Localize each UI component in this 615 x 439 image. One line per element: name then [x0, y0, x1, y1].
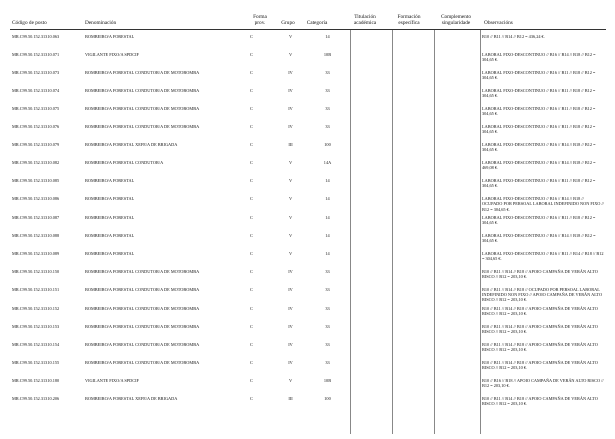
cell-formacion [392, 121, 434, 139]
cell-categoria: 33 [325, 124, 330, 129]
cell-observacions: LABORAL FIXO-DESCONTINUO // B16 // B11 // B14 // B18 // B12 = 304,65 €. [482, 250, 604, 262]
cell-formacion [392, 303, 434, 321]
cell-formacion [392, 193, 434, 212]
cell-grupo: V [288, 232, 293, 238]
cell-denominacion: VIGILANTE FIXO/A SPDCIF [85, 52, 139, 57]
cell-forma: C [250, 196, 253, 201]
cell-observacions: LABORAL FIXO-DESCONTINUO // B16 // B11 // B18 // B12 = 304,65 €. [482, 70, 596, 81]
cell-codigo: MR.C99.50.152.31310.076 [12, 124, 60, 129]
header-codigo: Código de posto [12, 20, 47, 26]
postos-table [10, 31, 606, 411]
cell-categoria: 33 [325, 70, 330, 75]
cell-observacions: B10 // B16 // B18 // APOIO CAMPAÑA DE VERÁN ALTO RISCO // B12 = 203,10 €. [482, 377, 604, 389]
cell-observacions: B10 // B11 // B14 // B18 // APOIO CAMPAÑA DE VERÁN ALTO RISCO // B12 = 203,10 €. [482, 323, 598, 335]
cell-denominacion: BOMBEIRO/A FORESTAL CONDUTOR/A DE MOTOBOMBA [85, 359, 200, 365]
header-titulacion: Titulación académica [353, 14, 377, 26]
cell-titulacion [350, 85, 392, 103]
cell-forma: C [250, 34, 253, 39]
cell-complemento [434, 139, 480, 157]
cell-categoria: 33 [325, 341, 330, 347]
cell-codigo: MR.C99.50.152.31310.071 [12, 52, 60, 57]
cell-complemento [434, 339, 480, 357]
cell-formacion [392, 139, 434, 157]
cell-forma: C [250, 323, 253, 329]
cell-denominacion: BOMBEIRO/A FORESTAL CONDUTOR/A DE MOTOBOMBA [85, 305, 200, 311]
cell-complemento [434, 393, 480, 411]
cell-observacions: LABORAL FIXO-DESCONTINUO // B16 // B11 // B18 // B12 = 304,65 €. [482, 214, 596, 226]
cell-denominacion: BOMBEIRO/A FORESTAL [85, 250, 135, 256]
header-complemento: Complemento singularidade [440, 14, 471, 26]
cell-categoria: 33 [325, 323, 330, 329]
cell-titulacion [350, 121, 392, 139]
cell-grupo: IV [288, 305, 293, 311]
cell-forma: C [250, 377, 253, 383]
cell-observacions: LABORAL FIXO-DESCONTINUO // B16 // B14 // B18 // B12 = 469,08 €. [482, 160, 596, 171]
cell-codigo: MR.C99.50.152.31310.085 [12, 178, 60, 183]
cell-grupo: III [288, 142, 293, 147]
cell-titulacion [350, 375, 392, 393]
cell-forma: C [250, 124, 253, 129]
cell-complemento [434, 175, 480, 193]
cell-complemento [434, 67, 480, 85]
cell-complemento [434, 49, 480, 67]
cell-denominacion: BOMBEIRO/A FORESTAL CONDUTOR/A [85, 160, 164, 165]
cell-forma: C [250, 359, 253, 365]
cell-categoria: 14 [325, 178, 330, 183]
cell-codigo: MR.C99.50.152.31310.089 [12, 250, 60, 256]
cell-forma: C [250, 214, 253, 220]
cell-complemento [434, 31, 480, 49]
cell-denominacion: BOMBEIRO/A FORESTAL XEFE/A DE BRIGADA [85, 142, 178, 147]
cell-denominacion: BOMBEIRO/A FORESTAL CONDUTOR/A DE MOTOBOMBA [85, 88, 200, 93]
table-row [10, 303, 606, 321]
cell-grupo: III [288, 395, 293, 401]
cell-complemento [434, 303, 480, 321]
cell-titulacion [350, 393, 392, 411]
cell-denominacion: VIGILANTE FIXO/A SPDCIF [85, 377, 139, 383]
cell-categoria: 14 [325, 34, 330, 39]
header-rule [10, 29, 606, 30]
cell-categoria: 33 [325, 305, 330, 311]
header-forma: Forma prov. [253, 14, 267, 26]
table-row [10, 393, 606, 411]
cell-categoria: 10B [323, 52, 332, 57]
cell-denominacion: BOMBEIRO/A FORESTAL [85, 178, 135, 183]
cell-codigo: MR.C99.50.152.31310.150 [12, 268, 60, 274]
cell-observacions: LABORAL FIXO-DESCONTINUO // B16 // B14 // B18 // B12 = 304,65 €. [482, 52, 596, 63]
cell-formacion [392, 85, 434, 103]
cell-observacions: LABORAL FIXO-DESCONTINUO // B16 // B14 // B18 // OCUPADO POR PERSOAL LABORAL INDEFINIDO NON FIXO // B12 = 304,65 €. [482, 196, 604, 212]
table-row [10, 49, 606, 67]
cell-titulacion [350, 175, 392, 193]
cell-formacion [392, 212, 434, 230]
cell-complemento [434, 321, 480, 339]
header-grupo: Grupo [281, 20, 295, 26]
cell-formacion [392, 103, 434, 121]
cell-forma: C [250, 232, 253, 238]
cell-forma: C [250, 142, 253, 147]
header-categoria: Categoría [306, 20, 328, 26]
cell-grupo: IV [288, 124, 293, 129]
table-row [10, 121, 606, 139]
cell-observacions: B10 // B11 // B14 // B18 // OCUPADO POR PERSOAL LABORAL INDEFINIDO NON FIXO // APOIO CAMPAÑA DE VERÁN ALTO RISCO // B12 = 203,10 €. [482, 286, 603, 303]
cell-codigo: MR.C99.50.152.31310.180 [12, 377, 60, 383]
cell-observacions: B10 // B11 // B14 // B18 // APOIO CAMPAÑA DE VERÁN ALTO RISCO // B12 = 203,10 €. [482, 359, 598, 371]
cell-forma: C [250, 268, 253, 274]
cell-complemento [434, 284, 480, 303]
cell-observacions: LABORAL FIXO-DESCONTINUO // B16 // B11 // B18 // B12 = 304,65 €. [482, 178, 596, 189]
cell-denominacion: BOMBEIRO/A FORESTAL CONDUTOR/A DE MOTOBOMBA [85, 286, 200, 292]
cell-titulacion [350, 357, 392, 375]
cell-forma: C [250, 395, 253, 401]
cell-categoria: 10B [323, 377, 332, 383]
cell-titulacion [350, 339, 392, 357]
table-row [10, 248, 606, 266]
cell-titulacion [350, 67, 392, 85]
cell-categoria: 14 [325, 232, 330, 238]
cell-codigo: MR.C99.50.152.31310.206 [12, 395, 60, 401]
cell-complemento [434, 357, 480, 375]
header-observacions: Observacións [484, 20, 513, 26]
cell-titulacion [350, 31, 392, 49]
cell-complemento [434, 248, 480, 266]
cell-codigo: MR.C99.50.152.31310.155 [12, 359, 60, 365]
cell-denominacion: BOMBEIRO/A FORESTAL [85, 214, 135, 220]
cell-categoria: 14 [325, 250, 330, 256]
cell-observacions: B10 // B11 // B14 // B18 // APOIO CAMPAÑA DE VERÁN ALTO RISCO // B12 = 203,10 €. [482, 395, 598, 407]
table-row [10, 31, 606, 49]
table-row [10, 139, 606, 157]
cell-grupo: IV [288, 70, 293, 75]
cell-formacion [392, 157, 434, 175]
cell-categoria: 33 [325, 268, 330, 274]
cell-codigo: MR.C99.50.152.31310.082 [12, 160, 60, 165]
cell-grupo: V [288, 377, 293, 383]
cell-observacions: B10 // B11 // B14 // B18 // APOIO CAMPAÑA DE VERÁN ALTO RISCO // B12 = 203,10 €. [482, 341, 598, 353]
cell-codigo: MR.C99.50.152.31310.152 [12, 305, 60, 311]
cell-titulacion [350, 49, 392, 67]
cell-grupo: V [288, 160, 293, 165]
cell-categoria: 33 [325, 286, 330, 292]
cell-titulacion [350, 157, 392, 175]
cell-complemento [434, 212, 480, 230]
header-formacion: Formación específica [397, 14, 421, 26]
cell-formacion [392, 284, 434, 303]
cell-codigo: MR.C99.50.152.31310.087 [12, 214, 60, 220]
cell-forma: C [250, 88, 253, 93]
table-row [10, 175, 606, 193]
cell-categoria: 14 [325, 214, 330, 220]
cell-formacion [392, 321, 434, 339]
cell-denominacion: BOMBEIRO/A FORESTAL CONDUTOR/A DE MOTOBOMBA [85, 323, 200, 329]
cell-observacions: B10 // B11 // B14 // B18 // APOIO CAMPAÑA DE VERÁN ALTO RISCO // B12 = 203,10 €. [482, 305, 598, 317]
cell-formacion [392, 375, 434, 393]
cell-denominacion: BOMBEIRO/A FORESTAL CONDUTOR/A DE MOTOBOMBA [85, 268, 200, 274]
table-row [10, 67, 606, 85]
cell-codigo: MR.C99.50.152.31310.154 [12, 341, 60, 347]
cell-observacions: LABORAL FIXO-DESCONTINUO // B16 // B14 // B18 // B12 = 304,65 €. [482, 142, 596, 153]
cell-grupo: IV [288, 341, 293, 347]
cell-categoria: 33 [325, 88, 330, 93]
cell-denominacion: BOMBEIRO/A FORESTAL CONDUTOR/A DE MOTOBOMBA [85, 70, 200, 75]
cell-categoria: 100 [324, 395, 331, 401]
cell-codigo: MR.C99.50.152.31310.086 [12, 196, 60, 201]
cell-observacions: B10 // B11 // B14 // B12 = 436,24 €. [482, 34, 545, 39]
table-row [10, 321, 606, 339]
table-row [10, 230, 606, 248]
table-row [10, 103, 606, 121]
cell-grupo: V [288, 34, 293, 39]
cell-forma: C [250, 160, 253, 165]
cell-codigo: MR.C99.50.152.31310.153 [12, 323, 60, 329]
cell-grupo: V [288, 178, 293, 183]
header-denominacion: Denominación [85, 20, 117, 26]
cell-forma: C [250, 52, 253, 57]
cell-codigo: MR.C99.50.152.31310.074 [12, 88, 60, 93]
cell-titulacion [350, 212, 392, 230]
cell-formacion [392, 49, 434, 67]
cell-categoria: 14A [323, 160, 332, 165]
cell-denominacion: BOMBEIRO/A FORESTAL XEFE/A DE BRIGADA [85, 395, 178, 401]
cell-complemento [434, 85, 480, 103]
cell-complemento [434, 266, 480, 284]
cell-observacions: LABORAL FIXO-DESCONTINUO // B16 // B11 // B18 // B12 = 304,65 €. [482, 124, 596, 135]
cell-grupo: V [288, 250, 293, 256]
cell-denominacion: BOMBEIRO/A FORESTAL [85, 34, 135, 39]
cell-titulacion [350, 139, 392, 157]
cell-formacion [392, 248, 434, 266]
cell-complemento [434, 193, 480, 212]
cell-codigo: MR.C99.50.152.31310.063 [12, 34, 60, 39]
cell-grupo: IV [288, 323, 293, 329]
table-row [10, 284, 606, 303]
cell-denominacion: BOMBEIRO/A FORESTAL [85, 232, 135, 238]
cell-categoria: 33 [325, 106, 330, 111]
cell-grupo: V [288, 52, 293, 57]
cell-titulacion [350, 230, 392, 248]
cell-titulacion [350, 321, 392, 339]
cell-forma: C [250, 286, 253, 292]
table-row [10, 193, 606, 212]
cell-titulacion [350, 303, 392, 321]
cell-forma: C [250, 178, 253, 183]
cell-codigo: MR.C99.50.152.31310.079 [12, 142, 60, 147]
table-row [10, 85, 606, 103]
table-row [10, 357, 606, 375]
cell-complemento [434, 121, 480, 139]
cell-forma: C [250, 70, 253, 75]
cell-grupo: V [288, 196, 293, 201]
cell-formacion [392, 357, 434, 375]
cell-formacion [392, 175, 434, 193]
cell-grupo: V [288, 214, 293, 220]
cell-grupo: IV [288, 268, 293, 274]
cell-grupo: IV [288, 286, 293, 292]
cell-titulacion [350, 193, 392, 212]
cell-titulacion [350, 266, 392, 284]
cell-titulacion [350, 284, 392, 303]
cell-forma: C [250, 250, 253, 256]
cell-formacion [392, 31, 434, 49]
cell-formacion [392, 266, 434, 284]
cell-categoria: 33 [325, 359, 330, 365]
cell-titulacion [350, 103, 392, 121]
cell-formacion [392, 339, 434, 357]
cell-titulacion [350, 248, 392, 266]
cell-codigo: MR.C99.50.152.31310.073 [12, 70, 60, 75]
cell-forma: C [250, 341, 253, 347]
cell-complemento [434, 157, 480, 175]
cell-codigo: MR.C99.50.152.31310.151 [12, 286, 60, 292]
table-row [10, 266, 606, 284]
table-row [10, 339, 606, 357]
cell-formacion [392, 230, 434, 248]
cell-codigo: MR.C99.50.152.31310.088 [12, 232, 60, 238]
cell-forma: C [250, 305, 253, 311]
cell-complemento [434, 375, 480, 393]
cell-categoria: 100 [324, 142, 331, 147]
table-row [10, 212, 606, 230]
cell-complemento [434, 230, 480, 248]
cell-grupo: IV [288, 359, 293, 365]
cell-formacion [392, 393, 434, 411]
cell-denominacion: BOMBEIRO/A FORESTAL CONDUTOR/A DE MOTOBOMBA [85, 106, 200, 111]
cell-codigo: MR.C99.50.152.31310.075 [12, 106, 60, 111]
cell-denominacion: BOMBEIRO/A FORESTAL CONDUTOR/A DE MOTOBOMBA [85, 124, 200, 129]
table-row [10, 157, 606, 175]
cell-grupo: IV [288, 106, 293, 111]
cell-observacions: B10 // B11 // B14 // B18 // APOIO CAMPAÑA DE VERÁN ALTO RISCO // B12 = 203,10 €. [482, 268, 598, 280]
cell-grupo: IV [288, 88, 293, 93]
cell-denominacion: BOMBEIRO/A FORESTAL [85, 196, 135, 201]
cell-observacions: LABORAL FIXO-DESCONTINUO // B16 // B11 // B18 // B12 = 304,65 €. [482, 88, 596, 99]
table-row [10, 375, 606, 393]
cell-forma: C [250, 106, 253, 111]
cell-categoria: 14 [325, 196, 330, 201]
cell-formacion [392, 67, 434, 85]
cell-observacions: LABORAL FIXO-DESCONTINUO // B16 // B11 // B18 // B12 = 304,65 €. [482, 106, 596, 117]
cell-complemento [434, 103, 480, 121]
cell-observacions: LABORAL FIXO-DESCONTINUO // B16 // B14 // B18 // B12 = 304,65 €. [482, 232, 596, 244]
cell-denominacion: BOMBEIRO/A FORESTAL CONDUTOR/A DE MOTOBOMBA [85, 341, 200, 347]
